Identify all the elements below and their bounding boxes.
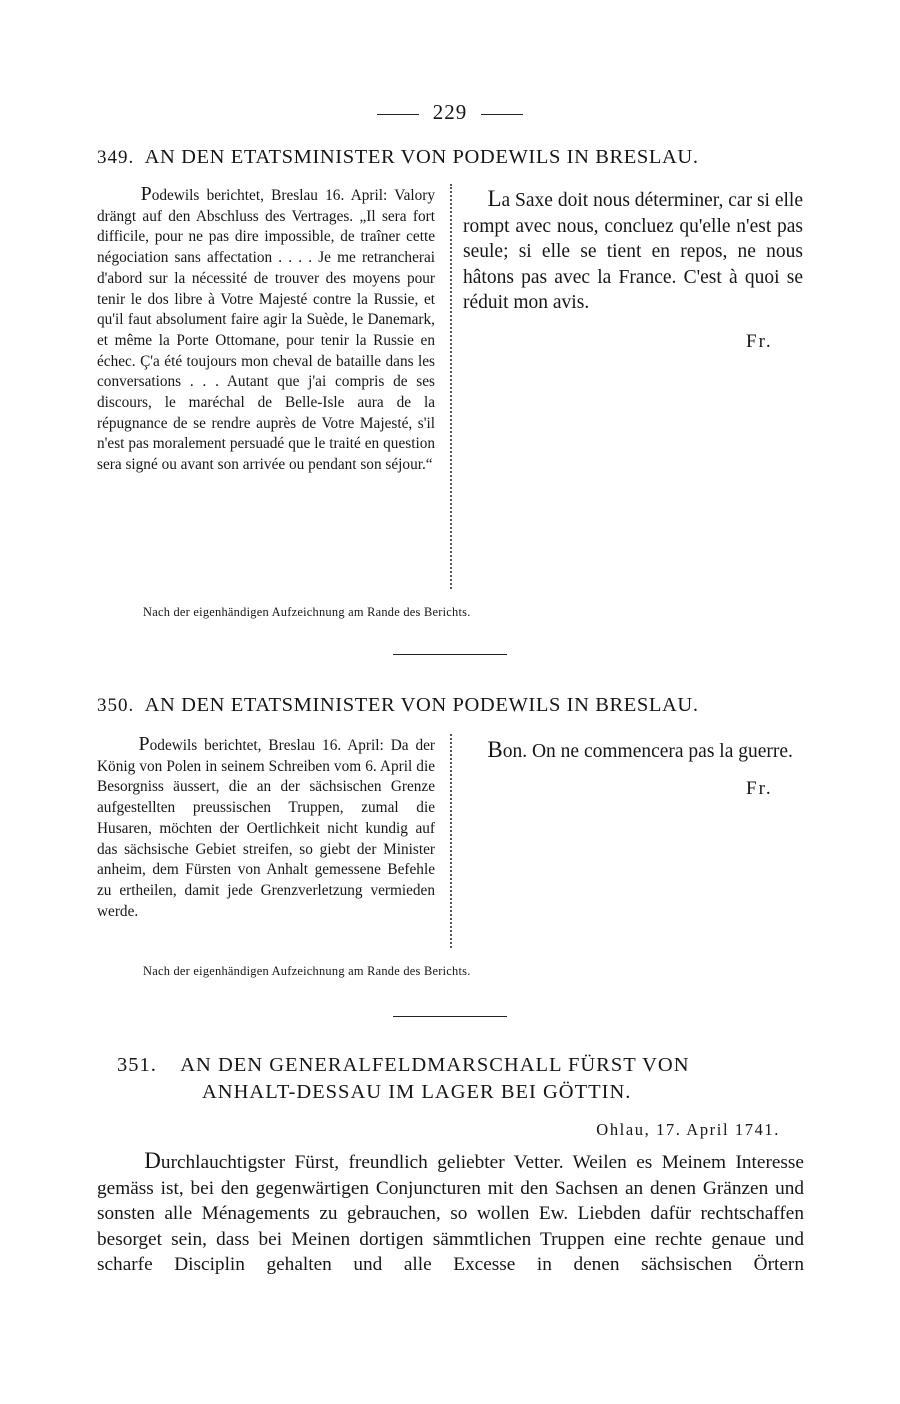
letter-350-signature: Fr. bbox=[746, 778, 773, 799]
letter-351-body-text: urchlauchtigster Fürst, freundlich geliebter Vetter. Weilen es Meinem Interesse gemäss ist, bei den gegenwärtigen Conjuncturen mit den Sachsen an denen Gränzen und sonsten alle Ménagements zu gebrauchen, so wollen Ew. Liebden dafür rechtschaffen besorget sein, dass bei Meinen dortigen sämmtlichen Truppen eine rechte genaue und scharfe Disciplin gehalten und alle Excesse in denen sächsischen Örtern bbox=[97, 1152, 804, 1275]
letter-349-signature: Fr. bbox=[746, 331, 773, 352]
letter-349-reply-text: a Saxe doit nous déterminer, car si elle rompt avec nous, concluez qu'elle n'est pas seule; si elle se tient en repos, ne nous hâtons pas avec la France. C'est à quoi se réduit mon avis. bbox=[463, 190, 803, 313]
page-number-dash-left bbox=[377, 114, 419, 115]
letter-351-dateline: Ohlau, 17. April 1741. bbox=[596, 1120, 780, 1139]
letter-349-report bbox=[97, 184, 435, 476]
letter-351-body-initial: D bbox=[144, 1148, 161, 1173]
section-divider-1 bbox=[393, 654, 507, 655]
letter-351-body bbox=[97, 1148, 804, 1278]
letter-350-column-divider bbox=[450, 734, 452, 948]
letter-350-number: 350. bbox=[97, 695, 135, 716]
page-number-dash-right bbox=[481, 114, 523, 115]
letter-349-reply-initial: L bbox=[487, 186, 502, 211]
letter-350-report bbox=[97, 734, 435, 922]
letter-350-title: AN DEN ETATSMINISTER VON PODEWILS IN BRESLAU. bbox=[144, 694, 699, 716]
letter-349-reply bbox=[463, 186, 803, 316]
letter-350-reply-text: on. On ne commencera pas la guerre. bbox=[502, 741, 793, 762]
letter-349-column-divider bbox=[450, 184, 452, 589]
section-divider-2 bbox=[393, 1016, 507, 1017]
letter-350-report-initial: P bbox=[138, 733, 150, 755]
letter-349-title: AN DEN ETATSMINISTER VON PODEWILS IN BRESLAU. bbox=[144, 146, 699, 168]
letter-351-title-line2: ANHALT-DESSAU IM LAGER BEI GÖTTIN. bbox=[202, 1081, 632, 1103]
letter-349-source-note: Nach der eigenhändigen Aufzeichnung am Rande des Berichts. bbox=[143, 605, 471, 619]
page-number bbox=[0, 100, 900, 125]
letter-350-heading bbox=[97, 694, 699, 717]
letter-351-heading-line1 bbox=[117, 1054, 690, 1077]
letter-350-reply-initial: B bbox=[487, 737, 503, 762]
letter-349-number: 349. bbox=[97, 147, 135, 168]
letter-349-heading bbox=[97, 146, 699, 169]
letter-350-reply bbox=[463, 737, 803, 765]
page-number-text: 229 bbox=[432, 100, 468, 124]
letter-351-title-line1: AN DEN GENERALFELDMARSCHALL FÜRST VON bbox=[180, 1054, 690, 1076]
letter-350-source-note: Nach der eigenhändigen Aufzeichnung am Rande des Berichts. bbox=[143, 964, 471, 978]
letter-351-body-paragraph bbox=[97, 1148, 804, 1278]
letter-349-report-text: odewils berichtet, Breslau 16. April: Valory drängt auf den Abschluss des Vertrages. „Il sera fort difficile, pour ne pas dire impossible, de traîner cette négociation sans affectation . . . . Je me retrancherai d'abord sur la nécessité de trouver des moyens pour tenir le dos libre à Votre Majesté contre la Russie, et qu'il faut absolument faire agir la Suède, le Danemark, et même la Porte Ottomane, pour tenir la Russie en échec. Ç'a été toujours mon cheval de bataille dans les conversations . . . Autant que j'ai compris de ses discours, le maréchal de Belle-Isle aura de la répugnance de se rendre auprès de Votre Majesté, s'il n'est pas moralement persuadé que le traité en question sera signé ou avant son arrivée ou pendant son séjour.“ bbox=[97, 187, 436, 474]
letter-350-report-text: odewils berichtet, Breslau 16. April: Da der König von Polen in seinem Schreiben vom 6. April die Besorgniss äussert, die an der sächsischen Grenze aufgestellten preussischen Truppen, zumal die Husaren, möchten der Oertlichkeit nicht kundig auf das sächsische Gebiet streifen, so giebt der Minister anheim, dem Fürsten von Anhalt gemessene Befehle zu ertheilen, damit jede Grenzverletzung vermieden werde. bbox=[97, 737, 435, 920]
letter-351-number: 351. bbox=[117, 1054, 157, 1076]
letter-349-report-initial: P bbox=[140, 183, 152, 205]
